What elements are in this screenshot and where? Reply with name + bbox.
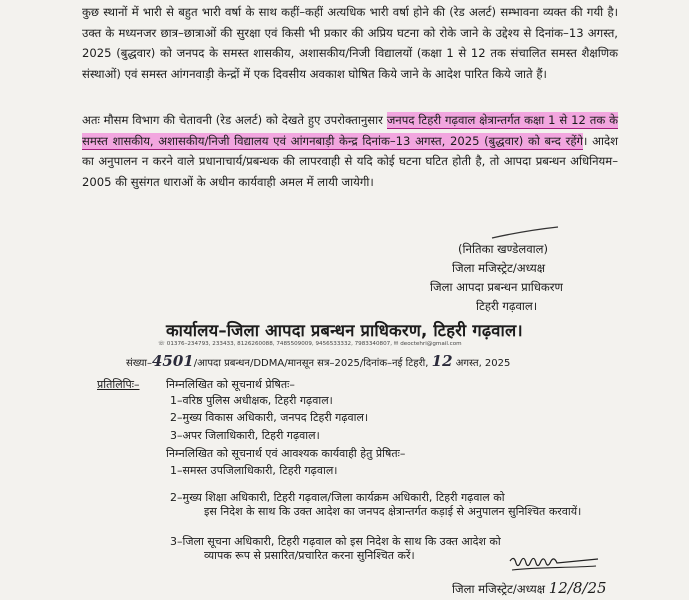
info-recipient-item: 3–अपर जिलाधिकारी, टिहरी गढ़वाल।: [170, 429, 320, 442]
action-recipient-item: [170, 491, 622, 519]
handwritten-signature-icon: [508, 553, 600, 573]
reference-suffix: अगस्त, 2025: [455, 358, 511, 369]
bottom-signature: [452, 579, 607, 597]
action-recipient-item: [170, 464, 622, 478]
directive-tail-text: । आदेश का अनुपालन न करने वाले प्रधानाचार्य/प्रबन्धक की लापरवाही से यदि कोई घटना घटित होती है, तो आपदा प्रबन्धन अधिनियम–2005 की सुसंगत धाराओं के अधीन कार्यवाही अमल में लायी जायेगी।: [82, 133, 618, 189]
bottom-signature-date: 12/8/25: [548, 579, 607, 597]
signatory-designation: जिला मजिस्ट्रेट/अध्यक्ष: [452, 261, 546, 275]
signatory-place: टिहरी गढ़वाल।: [476, 299, 538, 313]
action-recipient-text: 2–मुख्य शिक्षा अधिकारी, टिहरी गढ़वाल/जिला कार्यक्रम अधिकारी, टिहरी गढ़वाल को: [170, 491, 505, 504]
info-recipient-item: 2–मुख्य विकास अधिकारी, जनपद टिहरी गढ़वाल।: [170, 411, 369, 424]
action-recipient-continuation: इस निदेश के साथ कि उक्त आदेश का जनपद क्षेत्रान्तर्गत कड़ाई से अनुपालन सुनिश्चित करवायें।: [204, 505, 582, 518]
bottom-signature-designation: जिला मजिस्ट्रेट/अध्यक्ष: [452, 582, 546, 596]
reference-day: 12: [431, 352, 453, 370]
reference-middle: /आपदा प्रबन्धन/DDMA/मानसून सत्र–2025/दिनांक–नई टिहरी,: [193, 358, 429, 369]
action-recipient-text: 3–जिला सूचना अधिकारी, टिहरी गढ़वाल को इस निदेश के साथ कि उक्त आदेश को: [170, 535, 501, 548]
directive-lead-text: अतः मौसम विभाग की चेतावनी (रेड अलर्ट) को देखते हुए उपरोक्तानुसार: [82, 113, 387, 127]
reference-prefix: संख्या–: [126, 358, 152, 369]
signatory-authority: जिला आपदा प्रबन्धन प्राधिकरण: [430, 280, 563, 294]
office-title: कार्यालय–जिला आपदा प्रबन्धन प्राधिकरण, टिहरी गढ़वाल।: [166, 321, 523, 340]
reference-number: 4501: [152, 352, 194, 370]
action-recipient-text: 1–समस्त उपजिलाधिकारी, टिहरी गढ़वाल।: [170, 464, 338, 477]
highlighted-closure-order: जनपद टिहरी गढ़वाल क्षेत्रान्तर्गत कक्षा 1 से 12 तक के समस्त शासकीय, अशासकीय/निजी विद्यालय एवं आंगनबाड़ी केन्द्र दिनांक–13 अगस्त, 2025 (बुद्धवार) को बन्द रहेंगे: [82, 113, 618, 148]
signature-scribble-icon: [490, 226, 560, 240]
paragraph-order-directive: [82, 110, 618, 192]
signatory-name: (नितिका खण्डेलवाल): [458, 242, 549, 256]
reference-line: [126, 352, 510, 370]
info-recipient-item: 1–वरिष्ठ पुलिस अधीक्षक, टिहरी गढ़वाल।: [170, 394, 333, 407]
action-recipients-heading: निम्नलिखित को सूचनार्थ एवं आवश्यक कार्यवाही हेतु प्रेषितः–: [166, 447, 406, 460]
info-recipients-heading: निम्नलिखित को सूचनार्थ प्रेषितः–: [166, 378, 295, 391]
paragraph-order-intro: कुछ स्थानों में भारी से बहुत भारी वर्षा के साथ कहीं–कहीं अत्यधिक भारी वर्षा होने की (रेड अलर्ट) सम्भावना व्यक्त की गयी है। उक्त के मध्यनजर छात्र–छात्राओं की सुरक्षा एवं किसी भी प्रकार की अप्रिय घटना को रोके जाने के उद्देश्य से दिनांक–13 अगस्त, 2025 (बुद्धवार) को जनपद के समस्त शासकीय, अशासकीय/निजी विद्यालयों (कक्षा 1 से 12 तक संचालित समस्त शैक्षणिक संस्थाओं) एवं समस्त आंगनवाड़ी केन्द्रों में एक दिवसीय अवकाश घोषित किये जाने के आदेश पारित किये जाते हैं।: [82, 5, 618, 81]
signature-block: [430, 240, 630, 316]
action-recipient-continuation: व्यापक रूप से प्रसारित/प्रचारित करना सुनिश्चित करें।: [204, 549, 415, 562]
office-contact-line: ☏ 01376–234793, 233433, 8126260088, 7485509009, 9456533332, 7983340807, ✉ deoctehri@gmail.com: [158, 341, 462, 347]
copy-to-label: प्रतिलिपिः–: [97, 378, 140, 391]
